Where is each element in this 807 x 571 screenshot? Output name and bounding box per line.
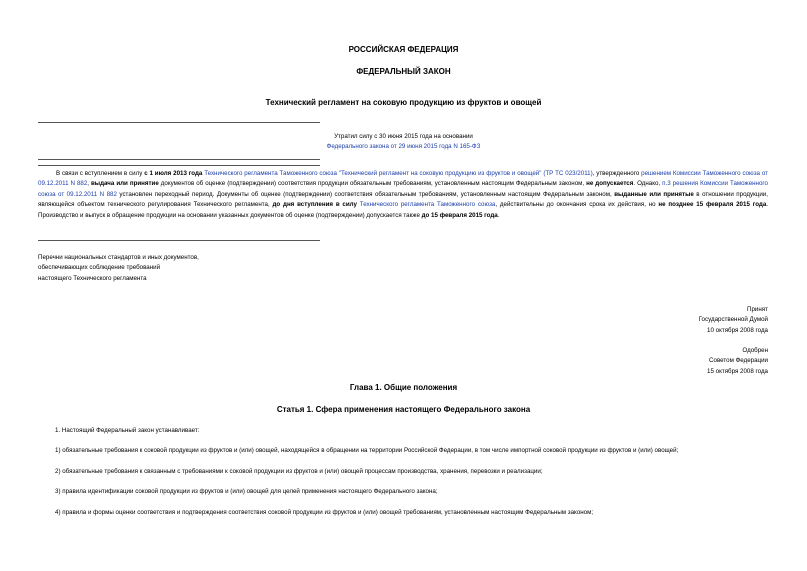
adopted-block — [699, 305, 768, 336]
repeal-note — [0, 132, 807, 152]
tr-ts-link[interactable]: Технического регламента Таможенного союза — [359, 201, 496, 209]
standards-list-line: обеспечивающих соблюдение требований — [38, 264, 161, 272]
notice-bold: выданные или принятые — [614, 190, 694, 198]
standards-list-title — [38, 253, 199, 284]
article-heading: Статья 1. Сфера применения настоящего Федерального закона — [276, 405, 531, 414]
approved-line: 15 октября 2008 года — [707, 367, 768, 375]
country-heading: РОССИЙСКАЯ ФЕДЕРАЦИЯ — [348, 45, 459, 54]
approved-line: Советом Федерации — [709, 357, 768, 365]
notice-bold: выдача или принятие — [91, 180, 159, 188]
adopted-line: Государственной Думой — [698, 316, 768, 324]
divider — [38, 240, 320, 241]
notice-text: , — [87, 180, 91, 188]
decision-882-link[interactable]: решением Комиссии Таможенного союза от 09.12.2011 N 882 — [38, 170, 768, 188]
notice-bold: до дня вступления в силу — [272, 201, 357, 209]
notice-bold: не позднее 15 февраля 2015 года — [658, 201, 767, 209]
notice-text: установлен переходный период. Документы об оценке (подтверждении) соответствия обязательным требованиям, установленным настоящим Федеральным законом, — [116, 190, 615, 198]
standards-list-line: Перечни национальных стандартов и иных документов, — [38, 254, 199, 261]
list-item: 2) обязательные требования к связанным с требованиями к соковой продукции из фруктов и (или) овощей процессам производства, хранения, перевозки и реализации; — [55, 468, 543, 475]
repeal-law-link[interactable]: Федерального закона от 29 июня 2015 года N 165-ФЗ — [326, 143, 481, 150]
decision-882-p3-link[interactable]: п.3 решения Комиссии Таможенного союза от 09.12.2011 N 882 — [38, 180, 768, 198]
law-type-heading: ФЕДЕРАЛЬНЫЙ ЗАКОН — [356, 67, 451, 76]
notice-bold: до 15 февраля 2015 года — [421, 211, 498, 219]
standards-list-line: настоящего Технического регламента — [38, 274, 147, 282]
notice-text: В связи с вступлением в силу — [56, 170, 145, 177]
approved-line: Одобрен — [742, 347, 768, 354]
list-item: 1) обязательные требования к соковой продукции из фруктов и (или) овощей, находящейся в обращении на территории Российской Федерации, в том числе импортной соковой продукции из фруктов и (или) овощей; — [55, 447, 679, 454]
divider — [38, 122, 320, 123]
notice-bold: с 1 июля 2013 года — [144, 170, 203, 177]
adopted-line: 10 октября 2008 года — [707, 326, 768, 334]
notice-text: , утвержденного — [592, 170, 642, 177]
divider — [38, 165, 320, 166]
chapter-heading: Глава 1. Общие положения — [349, 383, 458, 392]
approved-block — [707, 346, 768, 377]
notice-text: документов об оценке (подтверждении) соответствия продукции обязательным требованиям, установленным настоящим Федеральным законом, — [158, 180, 587, 188]
notice-text: в отношении продукции, являющейся объектом технического регулирования Технического регламента, — [38, 190, 768, 209]
document-title: Технический регламент на соковую продукцию из фруктов и овощей — [265, 98, 542, 107]
adopted-line: Принят — [747, 306, 768, 313]
tr-ts-023-link[interactable]: Технического регламента Таможенного союза "Технический регламент на соковую продукцию из фруктов и овощей" (ТР ТС 023/2011) — [204, 170, 593, 177]
list-item: 1. Настоящий Федеральный закон устанавливает: — [55, 427, 200, 434]
repeal-note-text: Утратил силу с 30 июня 2015 года на основании — [334, 133, 473, 140]
list-item: 4) правила и формы оценки соответствия и подтверждения соответствия соковой продукции из фруктов и (или) овощей требованиям, установленным настоящим Федеральным законом; — [55, 509, 594, 516]
divider — [38, 159, 320, 160]
notice-text: . — [497, 211, 500, 219]
transition-notice — [38, 169, 768, 221]
notice-text: . Производство и выпуск в обращение продукции на основании указанных документов об оценке (подтверждении) допускается также — [38, 201, 768, 219]
notice-text: , действительны до окончания срока их действия, но — [495, 201, 659, 209]
notice-bold: не допускается — [586, 180, 634, 188]
notice-text: . Однако, — [633, 180, 663, 188]
list-item: 3) правила идентификации соковой продукции из фруктов и (или) овощей для целей применения настоящего Федерального закона; — [55, 488, 438, 495]
